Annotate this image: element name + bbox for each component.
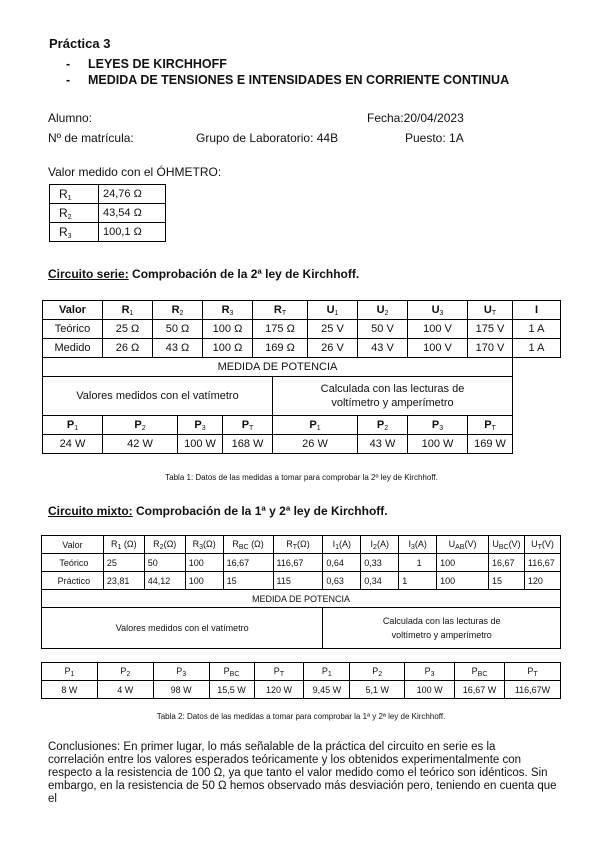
table-cell: 15,5 W xyxy=(209,681,254,699)
serie-heading: Circuito serie: Comprobación de la 2ª ley de Kirchhoff. xyxy=(48,267,360,281)
table-cell: 25 Ω xyxy=(103,320,153,339)
table-cell: 0,64 xyxy=(323,554,361,572)
fecha-text: Fecha:20/04/2023 xyxy=(367,111,464,125)
table-row xyxy=(42,681,561,699)
table-cell: Teórico xyxy=(42,554,104,572)
table-header: $U_{AB}(V)$ xyxy=(437,536,489,554)
table-cell: 168 W xyxy=(223,435,273,454)
vatimetro-header: Valores medidos con el vatímetro xyxy=(42,608,323,649)
table-cell: 169 Ω xyxy=(253,339,308,358)
table-header: $R_T(\Omega)$ xyxy=(273,536,323,554)
table-cell: 50 V xyxy=(358,320,408,339)
table-row xyxy=(42,663,561,681)
potencia-header: MEDIDA DE POTENCIA xyxy=(42,590,561,608)
table-row xyxy=(42,572,561,590)
mixto-heading: Circuito mixto: Comprobación de la 1ª y 2ª ley de Kirchhoff. xyxy=(48,504,388,518)
table-cell: 50 Ω xyxy=(153,320,203,339)
table-cell: 100 xyxy=(437,572,489,590)
table-cell: Práctico xyxy=(42,572,104,590)
table-cell: 100 xyxy=(185,554,223,572)
mixto-power-table xyxy=(41,662,561,699)
table-cell: 116,67 xyxy=(273,554,323,572)
table-cell: 116,67 xyxy=(524,554,560,572)
table-row xyxy=(43,358,561,377)
table-cell: 100 V xyxy=(408,320,468,339)
table-row xyxy=(42,608,561,649)
table-header: $P_2$ xyxy=(97,663,153,681)
table-header: $R_2$ xyxy=(153,301,203,320)
table-cell: 25 V xyxy=(308,320,358,339)
table-cell: 175 Ω xyxy=(253,320,308,339)
table-cell: 43 Ω xyxy=(153,339,203,358)
table-header: $I_1(A)$ xyxy=(323,536,361,554)
table-header: $U_T(V)$ xyxy=(524,536,560,554)
table-cell: 26 W xyxy=(273,435,358,454)
objective-item: - LEYES DE KIRCHHOFF xyxy=(66,56,509,72)
table-cell: 100 Ω xyxy=(203,320,253,339)
table-cell: 100 xyxy=(185,572,223,590)
table-cell: 100 V xyxy=(408,339,468,358)
table-caption: Tabla 2: Datos de las medidas a tomar para comprobar la 1ª y 2ª ley de Kirchhoff. xyxy=(156,712,446,721)
table-cell: 1 A xyxy=(513,339,561,358)
table-cell: 5,1 W xyxy=(350,681,405,699)
table-row xyxy=(43,320,561,339)
table-cell: 0,34 xyxy=(361,572,399,590)
table-cell: 9,45 W xyxy=(304,681,350,699)
grupo-text: Grupo de Laboratorio: 44B xyxy=(196,131,339,145)
alumno-label: Alumno: xyxy=(48,111,93,125)
table-header: I xyxy=(513,301,561,320)
table-cell: 25 xyxy=(103,554,144,572)
table-cell: 16,67 xyxy=(223,554,273,572)
conclusiones-paragraph xyxy=(48,741,558,806)
table-header: $P_T$ xyxy=(223,416,273,435)
calculada-header: Calculada con las lecturas de voltímetro y amperímetro xyxy=(323,608,561,649)
table-header: $U_T$ xyxy=(468,301,513,320)
table-cell: 115 xyxy=(273,572,323,590)
table-cell: $R_3$ xyxy=(50,223,99,242)
table-header: $P_{BC}$ xyxy=(209,663,254,681)
table-cell: 100 Ω xyxy=(203,339,253,358)
table-header: $P_{BC}$ xyxy=(455,663,505,681)
table-row xyxy=(50,223,166,242)
table-header: $R_2(\Omega)$ xyxy=(144,536,185,554)
table-header: $P_2$ xyxy=(350,663,405,681)
table-row xyxy=(43,301,561,320)
ohmetro-table xyxy=(49,184,166,242)
table-header: $U_2$ xyxy=(358,301,408,320)
table-cell: 120 xyxy=(524,572,560,590)
table-header: $P_1$ xyxy=(42,663,98,681)
table-header: $P_T$ xyxy=(468,416,513,435)
table-row xyxy=(50,185,166,204)
table-row xyxy=(42,554,561,572)
table-header: $P_T$ xyxy=(254,663,304,681)
calculada-header: Calculada con las lecturas de voltímetro y amperímetro xyxy=(273,377,513,416)
table-cell: $R_1$ xyxy=(50,185,99,204)
table-cell: 26 V xyxy=(308,339,358,358)
table-cell: 98 W xyxy=(153,681,209,699)
table-header: $P_T$ xyxy=(504,663,560,681)
objective-item: - MEDIDA DE TENSIONES E INTENSIDADES EN CORRIENTE CONTINUA xyxy=(66,72,509,88)
table-cell: 23,81 xyxy=(103,572,144,590)
table-header: Valor xyxy=(43,301,103,320)
table-cell: 0,63 xyxy=(323,572,361,590)
conclusiones-line: embargo, en la resistencia de 50 Ω hemos observado más desviación pero, teniendo en cuenta que el xyxy=(48,780,557,805)
vatimetro-header: Valores medidos con el vatímetro xyxy=(43,377,273,416)
table-cell: 1 xyxy=(399,554,437,572)
table-cell: 24,76 Ω xyxy=(99,185,166,204)
table-cell: 15 xyxy=(488,572,524,590)
table-cell: 100 W xyxy=(405,681,455,699)
table-row xyxy=(43,339,561,358)
puesto-text: Puesto: 1A xyxy=(405,131,464,145)
potencia-header: MEDIDA DE POTENCIA xyxy=(43,358,513,377)
table-cell: 1 A xyxy=(513,320,561,339)
table-header: $P_1$ xyxy=(273,416,358,435)
table-cell: 16,67 W xyxy=(455,681,505,699)
table-row xyxy=(43,377,561,416)
table-caption: Tabla 1: Datos de las medidas a tomar para comprobar la 2º ley de Kirchhoff. xyxy=(165,473,438,482)
mixto-table xyxy=(41,535,561,649)
table-header: $I_2(A)$ xyxy=(361,536,399,554)
table-cell: 170 V xyxy=(468,339,513,358)
table-cell: Teórico xyxy=(43,320,103,339)
table-cell: 43 V xyxy=(358,339,408,358)
table-header: $U_1$ xyxy=(308,301,358,320)
table-row xyxy=(42,590,561,608)
table-row xyxy=(42,536,561,554)
table-header: $U_3$ xyxy=(408,301,468,320)
table-header: $I_3(A)$ xyxy=(399,536,437,554)
conclusiones-line: respecto a la resistencia de 100 Ω, ya que tanto el valor medido como el teórico son idénticos. Sin xyxy=(48,767,548,779)
conclusiones-line: correlación entre los valores esperados teóricamente y los obtenidos experimentalmente con xyxy=(48,754,522,766)
table-cell: 43 W xyxy=(358,435,408,454)
table-cell: Medido xyxy=(43,339,103,358)
table-cell: $R_2$ xyxy=(50,204,99,223)
table-row xyxy=(43,416,561,435)
table-header: $P_3$ xyxy=(178,416,223,435)
table-header: $P_3$ xyxy=(405,663,455,681)
table-cell: 16,67 xyxy=(488,554,524,572)
table-header: $P_2$ xyxy=(358,416,408,435)
table-header: $R_1$ xyxy=(103,301,153,320)
table-cell: 26 Ω xyxy=(103,339,153,358)
table-cell: 8 W xyxy=(42,681,98,699)
table-header: $R_{BC}$ (Ω) xyxy=(223,536,273,554)
table-header: $P_3$ xyxy=(153,663,209,681)
table-cell: 15 xyxy=(223,572,273,590)
table-cell: 116,67W xyxy=(504,681,560,699)
matricula-label: Nº de matrícula: xyxy=(48,131,134,145)
table-header: $R_3(\Omega)$ xyxy=(185,536,223,554)
table-cell: 43,54 Ω xyxy=(99,204,166,223)
table-cell: 169 W xyxy=(468,435,513,454)
table-header: Valor xyxy=(42,536,104,554)
objectives-list xyxy=(66,56,509,88)
table-row xyxy=(50,204,166,223)
table-header: $R_T$ xyxy=(253,301,308,320)
table-header: $P_2$ xyxy=(103,416,178,435)
table-header: $R_3$ xyxy=(203,301,253,320)
table-row xyxy=(43,435,561,454)
table-cell: 100 xyxy=(437,554,489,572)
serie-table xyxy=(42,300,561,454)
table-cell: 24 W xyxy=(43,435,103,454)
table-cell: 100 W xyxy=(178,435,223,454)
table-header: $P_1$ xyxy=(43,416,103,435)
table-cell: 120 W xyxy=(254,681,304,699)
table-cell: 1 xyxy=(399,572,437,590)
table-header: $R_1$ (Ω) xyxy=(103,536,144,554)
table-cell: 50 xyxy=(144,554,185,572)
ohmetro-label: Valor medido con el ÓHMETRO: xyxy=(48,165,222,179)
table-cell: 4 W xyxy=(97,681,153,699)
table-cell: 0,33 xyxy=(361,554,399,572)
table-cell: 42 W xyxy=(103,435,178,454)
table-header: $P_3$ xyxy=(408,416,468,435)
table-header: $U_{BC}(V)$ xyxy=(488,536,524,554)
conclusiones-line: Conclusiones: En primer lugar, lo más señalable de la práctica del circuito en serie es la xyxy=(48,741,496,753)
table-header: $P_1$ xyxy=(304,663,350,681)
table-cell: 175 V xyxy=(468,320,513,339)
table-cell: 100 W xyxy=(408,435,468,454)
page-title: Práctica 3 xyxy=(49,36,111,51)
table-cell: 100,1 Ω xyxy=(99,223,166,242)
table-cell: 44,12 xyxy=(144,572,185,590)
